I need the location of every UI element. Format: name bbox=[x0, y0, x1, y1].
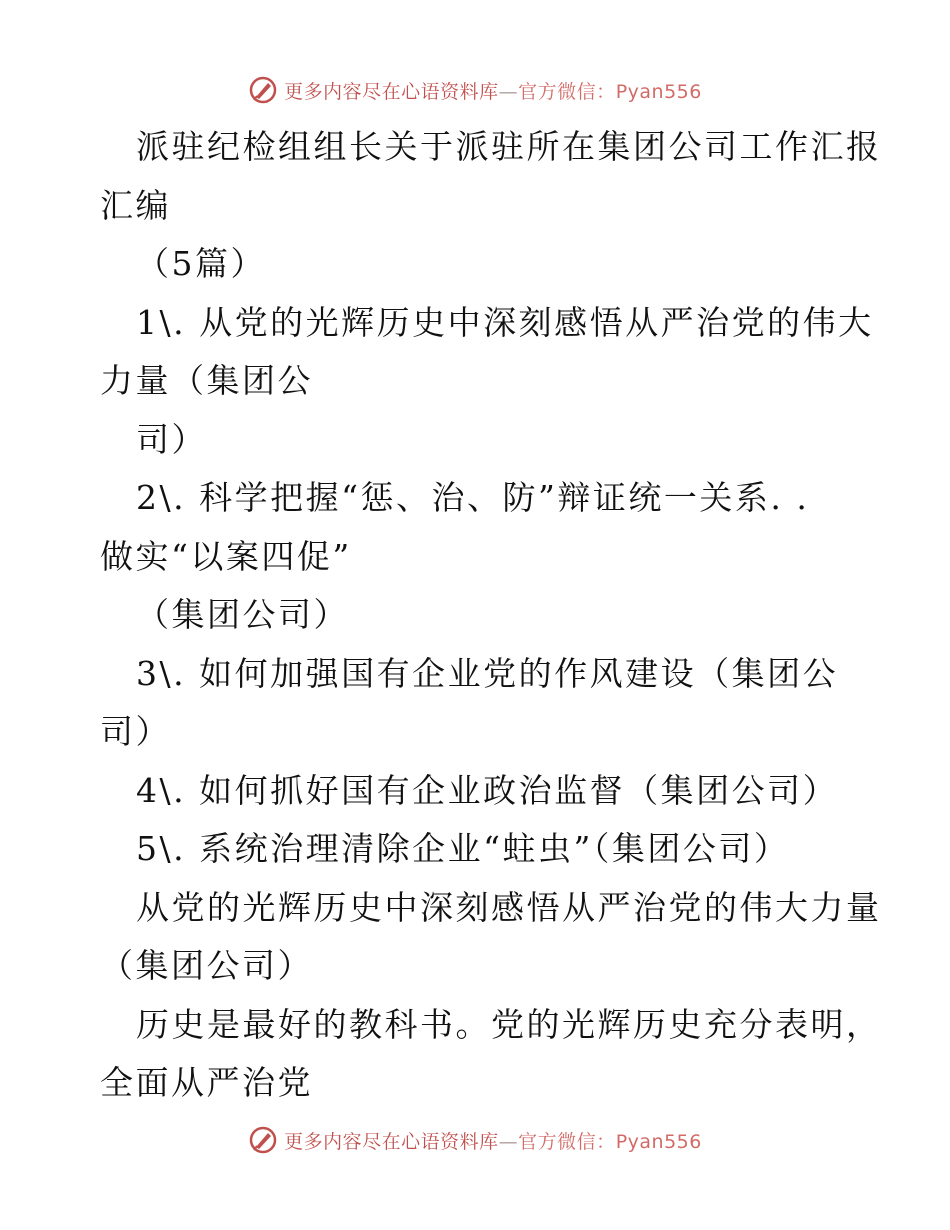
toc-item-3-line-1: 3\. 如何加强国有企业党的作风建设（集团公 bbox=[136, 653, 839, 693]
footer-banner bbox=[0, 1120, 950, 1160]
toc-item-1-line-3: 司） bbox=[136, 419, 207, 459]
doc-title-line-1: 派驻纪检组组长关于派驻所在集团公司工作汇报 bbox=[136, 127, 882, 166]
header-banner bbox=[0, 70, 950, 110]
document-body bbox=[100, 118, 882, 1113]
section-heading-line-2: （集团公司） bbox=[100, 946, 313, 985]
header-wechat-id: Pyan556 bbox=[615, 80, 702, 103]
toc-item-2-line-3: （集团公司） bbox=[136, 595, 349, 634]
toc-item-1-line-2: 力量（集团公 bbox=[100, 361, 313, 400]
header-banner-text bbox=[284, 77, 702, 104]
footer-banner-text bbox=[284, 1127, 702, 1154]
footer-banner-separator: — bbox=[498, 1130, 519, 1153]
toc-item-1-line-1: 1\. 从党的光辉历史中深刻感悟从严治党的伟大 bbox=[136, 302, 874, 342]
footer-wechat-id: Pyan556 bbox=[615, 1130, 702, 1153]
toc-item-2-line-2: 做实“以案四促” bbox=[100, 536, 352, 576]
header-banner-separator: — bbox=[498, 80, 519, 103]
footer-banner-main: 更多内容尽在心语资料库 bbox=[284, 1130, 499, 1153]
quill-logo-icon bbox=[248, 75, 278, 105]
footer-wechat-label: 官方微信： bbox=[518, 1130, 616, 1153]
doc-title-line-2: 汇编 bbox=[100, 185, 171, 225]
quill-logo-icon bbox=[248, 1125, 278, 1155]
section-heading-line-1: 从党的光辉历史中深刻感悟从严治党的伟大力量 bbox=[136, 887, 882, 927]
toc-item-3-line-2: 司） bbox=[100, 712, 171, 751]
doc-count: （5篇） bbox=[136, 244, 266, 283]
body-paragraph-line-2: 全面从严治党 bbox=[100, 1063, 313, 1102]
toc-item-4: 4\. 如何抓好国有企业政治监督（集团公司） bbox=[136, 770, 839, 810]
header-wechat-label: 官方微信： bbox=[518, 80, 616, 103]
header-banner-main: 更多内容尽在心语资料库 bbox=[284, 80, 499, 103]
toc-item-2-line-1: 2\. 科学把握“惩、治、防”辩证统一关系. . bbox=[136, 478, 810, 517]
toc-item-5: 5\. 系统治理清除企业“蛀虫”（集团公司） bbox=[136, 829, 790, 868]
body-paragraph-line-1: 历史是最好的教科书。党的光辉历史充分表明， bbox=[136, 1004, 882, 1044]
